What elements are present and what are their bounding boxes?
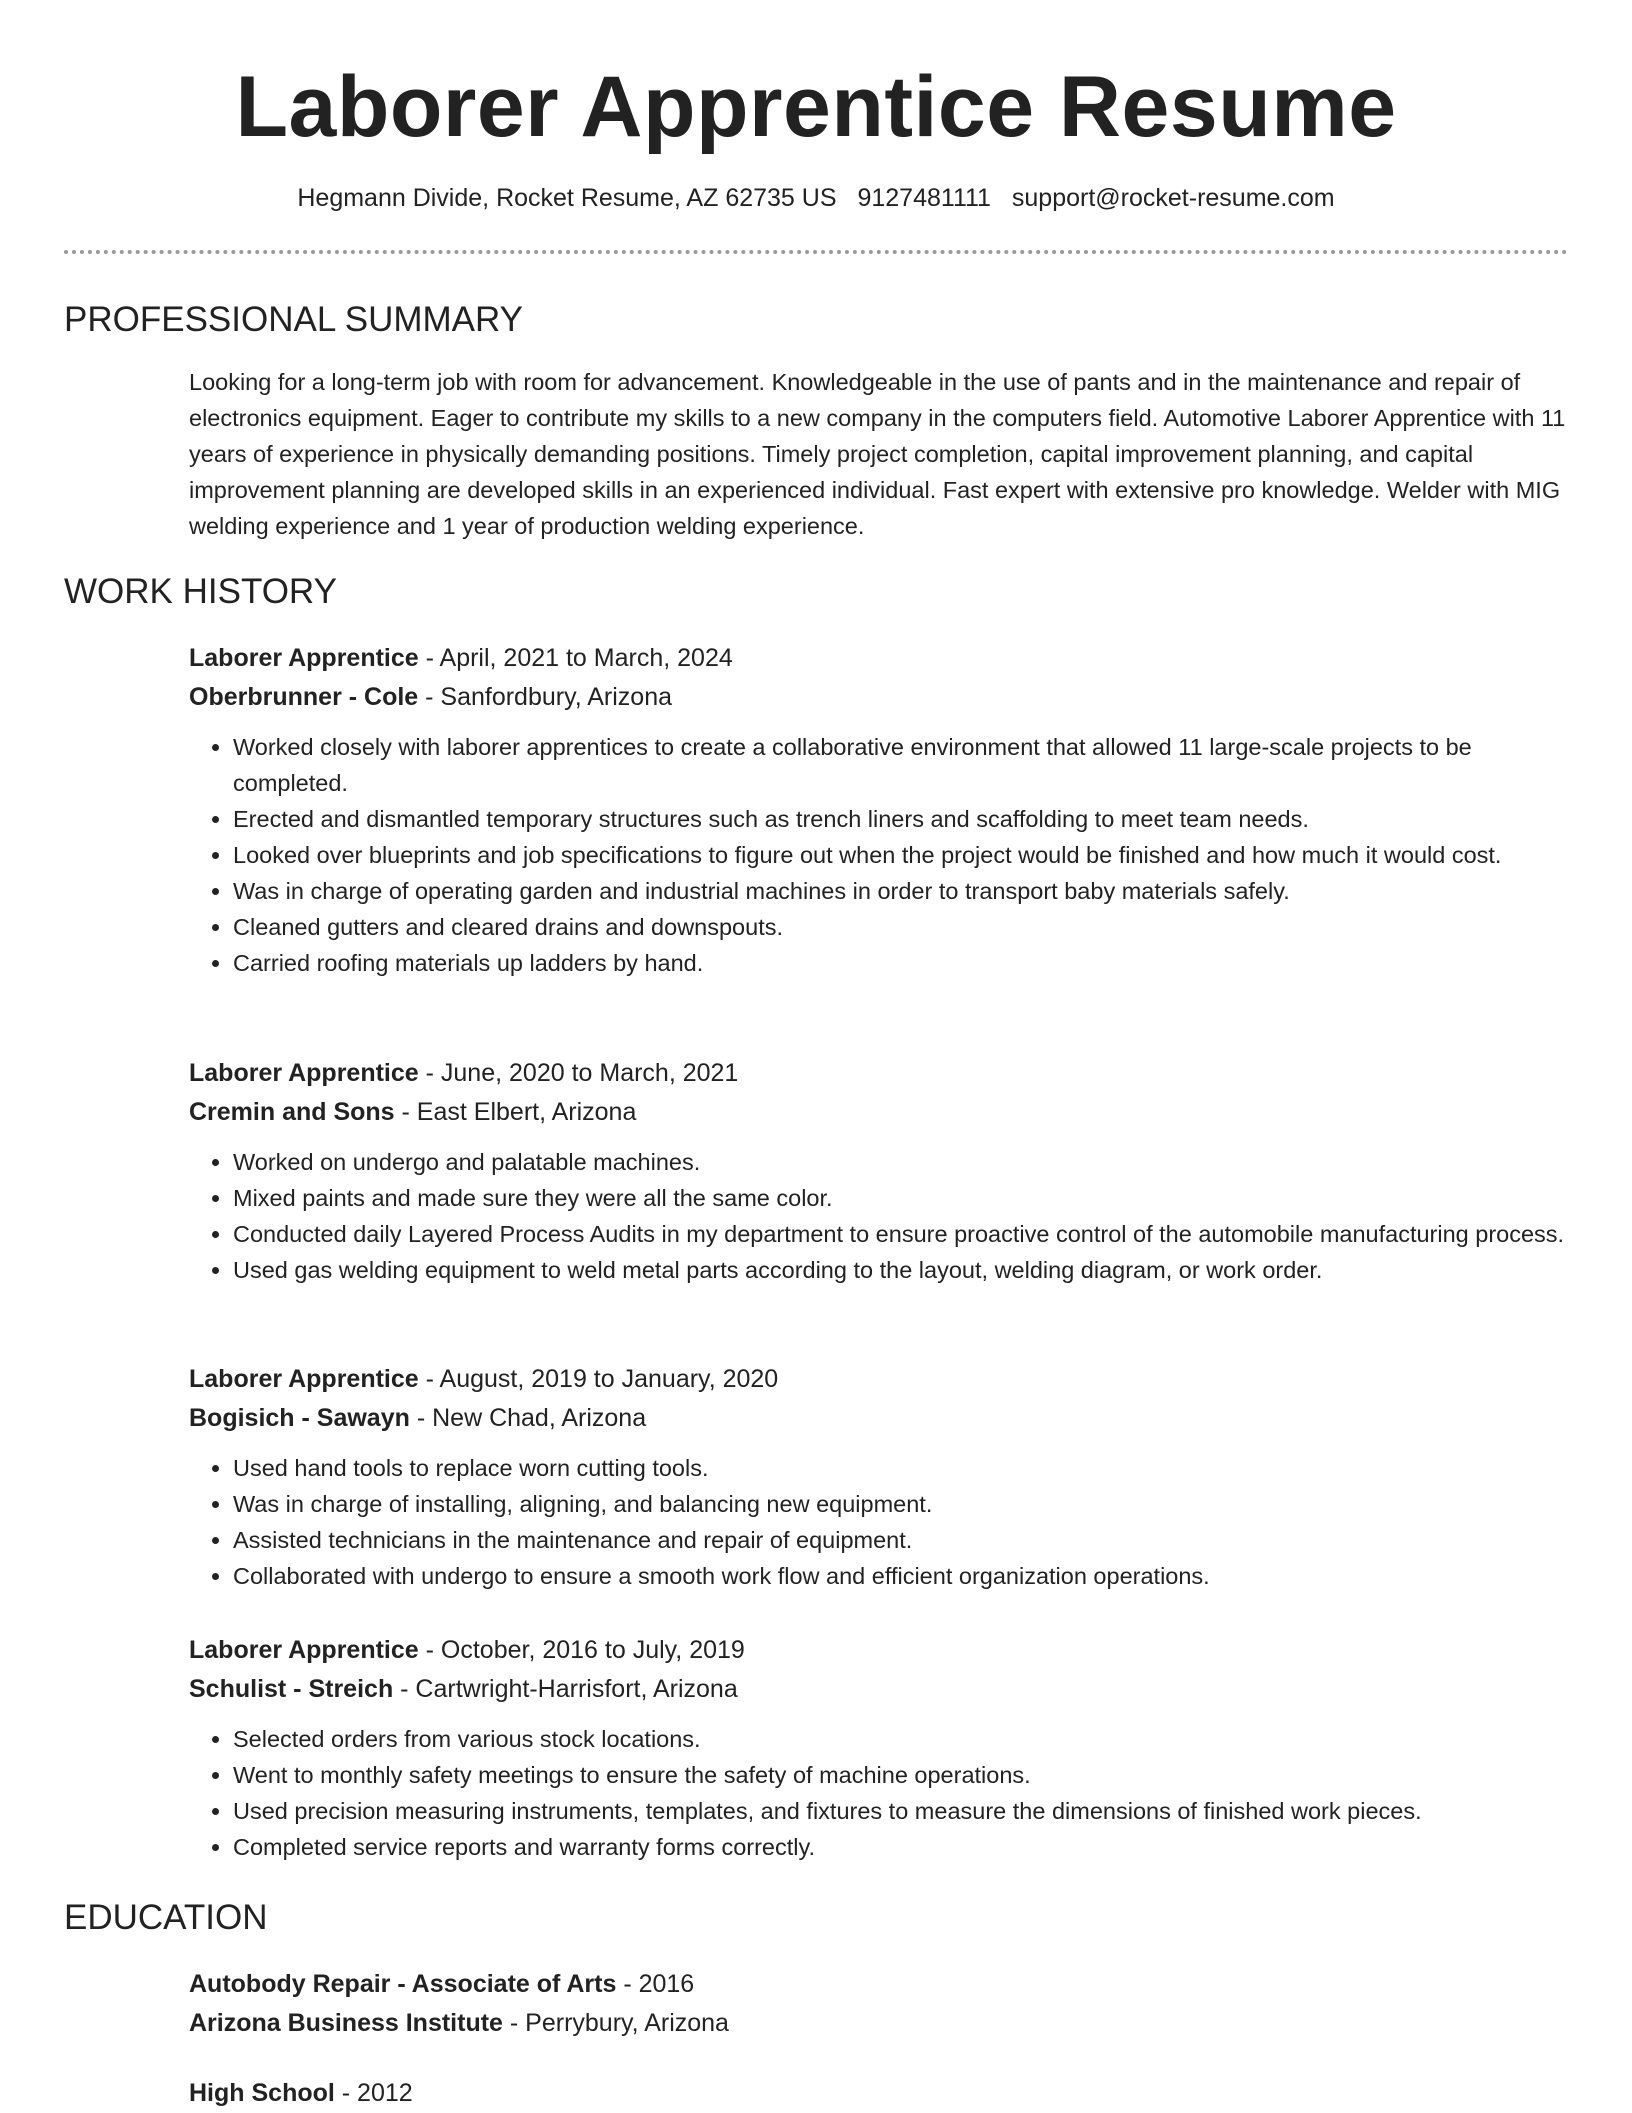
address-text: Hegmann Divide, Rocket Resume, AZ 62735 US <box>297 184 837 212</box>
list-item: • Conducted daily Layered Process Audits in my department to ensure proactive control of the automobile manufacturing process. <box>233 1216 1569 1252</box>
graduation-year: - 2012 <box>334 2079 413 2107</box>
email-link[interactable]: support@rocket-resume.com <box>1011 184 1335 212</box>
list-item: • Went to monthly safety meetings to ensure the safety of machine operations. <box>233 1757 1569 1793</box>
list-item: • Assisted technicians in the maintenance and repair of equipment. <box>233 1522 1569 1558</box>
job-dates: - August, 2019 to January, 2020 <box>418 1365 779 1393</box>
company-location: - Sanfordbury, Arizona <box>418 683 673 711</box>
job-title: Laborer Apprentice <box>189 1365 419 1393</box>
job-entry <box>189 1360 1569 1594</box>
job-dates: - October, 2016 to July, 2019 <box>418 1636 745 1664</box>
job-title-line <box>189 639 1569 678</box>
list-item: • Cleaned gutters and cleared drains and downspouts. <box>233 909 1569 945</box>
list-item: • Mixed paints and made sure they were all the same color. <box>233 1180 1569 1216</box>
contact-line <box>0 181 1632 215</box>
list-item: • Completed service reports and warranty forms correctly. <box>233 1829 1569 1865</box>
company-location: - Cartwright-Harrisfort, Arizona <box>393 1675 738 1703</box>
job-dates: - April, 2021 to March, 2024 <box>418 644 733 672</box>
company-name: Schulist - Streich <box>189 1675 394 1703</box>
education-entry <box>189 2074 1569 2113</box>
list-item: • Worked closely with laborer apprentices to create a collaborative environment that allowed 11 large-scale projects to be completed. <box>233 729 1569 801</box>
job-entry <box>189 1631 1569 1865</box>
job-entry <box>189 1054 1569 1288</box>
list-item: • Erected and dismantled temporary structures such as trench liners and scaffolding to meet team needs. <box>233 801 1569 837</box>
job-company-line <box>189 1670 1569 1709</box>
job-title: Laborer Apprentice <box>189 644 419 672</box>
list-item: • Carried roofing materials up ladders by hand. <box>233 945 1569 981</box>
job-company-line <box>189 1399 1569 1438</box>
company-location: - New Chad, Arizona <box>409 1404 647 1432</box>
list-item: • Selected orders from various stock locations. <box>233 1721 1569 1757</box>
education-heading: EDUCATION <box>64 1898 268 1937</box>
job-company-line <box>189 1093 1569 1132</box>
degree-name: High School <box>189 2079 335 2107</box>
school-line <box>189 2004 1569 2043</box>
job-title-line <box>189 1360 1569 1399</box>
degree-line <box>189 1965 1569 2004</box>
school-name: Arizona Business Institute <box>189 2009 503 2037</box>
job-title: Laborer Apprentice <box>189 1636 419 1664</box>
company-name: Cremin and Sons <box>189 1098 395 1126</box>
job-duties-list <box>189 1450 1569 1594</box>
work-history-heading: WORK HISTORY <box>64 572 337 611</box>
summary-heading: PROFESSIONAL SUMMARY <box>64 300 523 339</box>
school-location: - Perrybury, Arizona <box>502 2009 729 2037</box>
job-entry <box>189 639 1569 981</box>
list-item: • Used precision measuring instruments, templates, and fixtures to measure the dimensions of finished work pieces. <box>233 1793 1569 1829</box>
job-duties-list <box>189 1721 1569 1865</box>
summary-text: Looking for a long-term job with room for advancement. Knowledgeable in the use of pants and in the maintenance and repair of electronics equipment. Eager to contribute my skills to a new company in the computers field. Automotive Laborer Apprentice with 11 years of experience in physically demanding positions. Timely project completion, capital improvement planning, and capital improvement planning are developed skills in an experienced individual. Fast expert with extensive pro knowledge. Welder with MIG welding experience and 1 year of production welding experience. <box>189 369 1566 539</box>
job-title-line <box>189 1631 1569 1670</box>
header-divider <box>64 250 1568 254</box>
phone-text: 9127481111 <box>857 184 991 212</box>
company-name: Oberbrunner - Cole <box>189 683 419 711</box>
list-item: • Collaborated with undergo to ensure a smooth work flow and efficient organization operations. <box>233 1558 1569 1594</box>
list-item: • Used gas welding equipment to weld metal parts according to the layout, welding diagram, or work order. <box>233 1252 1569 1288</box>
job-duties-list <box>189 1144 1569 1288</box>
degree-name: Autobody Repair - Associate of Arts <box>189 1970 617 1998</box>
degree-line <box>189 2074 1569 2113</box>
list-item: • Was in charge of installing, aligning, and balancing new equipment. <box>233 1486 1569 1522</box>
graduation-year: - 2016 <box>616 1970 695 1998</box>
company-location: - East Elbert, Arizona <box>394 1098 637 1126</box>
education-entry <box>189 1965 1569 2043</box>
resume-title: Laborer Apprentice Resume <box>235 59 1397 155</box>
job-title-line <box>189 1054 1569 1093</box>
list-item: • Looked over blueprints and job specifications to figure out when the project would be finished and how much it would cost. <box>233 837 1569 873</box>
list-item: • Was in charge of operating garden and industrial machines in order to transport baby materials safely. <box>233 873 1569 909</box>
job-title: Laborer Apprentice <box>189 1059 419 1087</box>
company-name: Bogisich - Sawayn <box>189 1404 410 1432</box>
list-item: • Used hand tools to replace worn cutting tools. <box>233 1450 1569 1486</box>
job-duties-list <box>189 729 1569 981</box>
job-company-line <box>189 678 1569 717</box>
list-item: • Worked on undergo and palatable machines. <box>233 1144 1569 1180</box>
job-dates: - June, 2020 to March, 2021 <box>418 1059 739 1087</box>
